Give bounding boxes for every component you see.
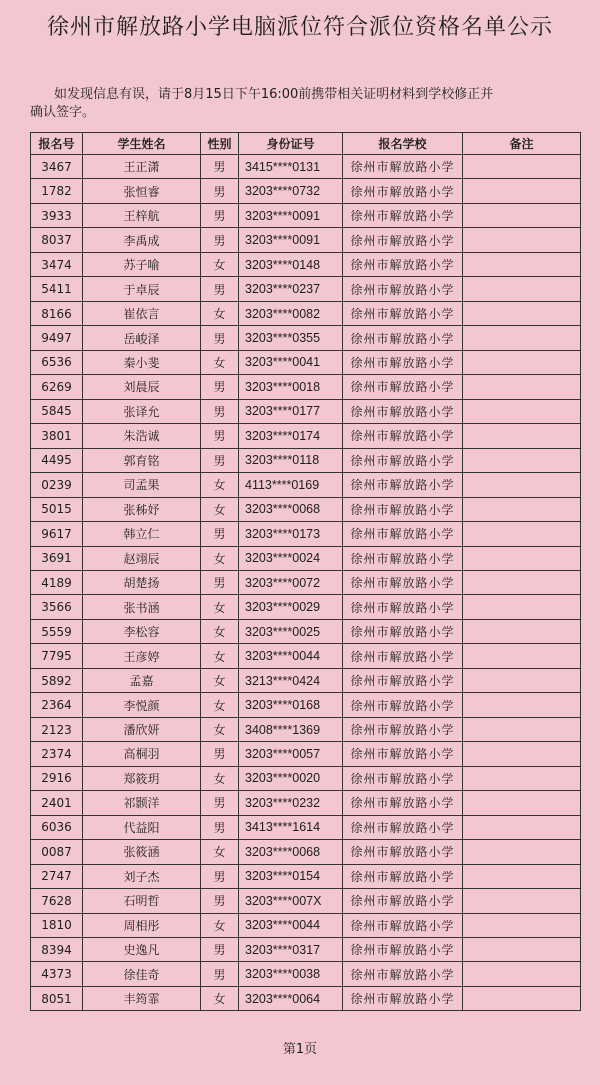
cell-gender: 女 [201,840,239,864]
cell-school: 徐州市解放路小学 [343,228,463,252]
notice-text [30,86,580,122]
cell-id-number: 3203****0732 [239,179,343,203]
cell-reg-no: 6036 [31,815,83,839]
table-row [31,546,581,570]
cell-gender: 女 [201,546,239,570]
cell-school: 徐州市解放路小学 [343,766,463,790]
cell-gender: 女 [201,497,239,521]
cell-id-number: 3203****0025 [239,619,343,643]
cell-gender: 女 [201,986,239,1010]
cell-student-name: 司孟果 [83,473,201,497]
table-row [31,840,581,864]
cell-reg-no: 3467 [31,155,83,179]
cell-remarks [463,864,581,888]
table-row [31,301,581,325]
cell-student-name: 朱浩诚 [83,424,201,448]
cell-remarks [463,693,581,717]
cell-gender: 女 [201,301,239,325]
cell-reg-no: 2916 [31,766,83,790]
table-header-row [31,133,581,155]
cell-remarks [463,473,581,497]
cell-reg-no: 7628 [31,889,83,913]
cell-reg-no: 9617 [31,522,83,546]
cell-student-name: 刘晨辰 [83,375,201,399]
cell-student-name: 张筱涵 [83,840,201,864]
header-student-name: 学生姓名 [83,133,201,155]
cell-gender: 女 [201,619,239,643]
header-remarks: 备注 [463,133,581,155]
cell-student-name: 刘子杰 [83,864,201,888]
cell-school: 徐州市解放路小学 [343,791,463,815]
cell-remarks [463,791,581,815]
table-row [31,179,581,203]
cell-remarks [463,742,581,766]
cell-reg-no: 7795 [31,644,83,668]
table-row [31,448,581,472]
cell-reg-no: 6269 [31,375,83,399]
cell-reg-no: 8051 [31,986,83,1010]
cell-remarks [463,938,581,962]
cell-reg-no: 2747 [31,864,83,888]
cell-remarks [463,277,581,301]
table-row [31,155,581,179]
cell-gender: 男 [201,448,239,472]
cell-school: 徐州市解放路小学 [343,913,463,937]
cell-student-name: 秦小斐 [83,350,201,374]
cell-school: 徐州市解放路小学 [343,497,463,521]
cell-id-number: 3203****0091 [239,203,343,227]
cell-gender: 男 [201,791,239,815]
cell-remarks [463,155,581,179]
cell-reg-no: 5559 [31,619,83,643]
cell-remarks [463,889,581,913]
cell-student-name: 李禹成 [83,228,201,252]
cell-reg-no: 9497 [31,326,83,350]
cell-remarks [463,497,581,521]
cell-school: 徐州市解放路小学 [343,179,463,203]
cell-student-name: 丰筠霏 [83,986,201,1010]
cell-gender: 男 [201,938,239,962]
cell-reg-no: 4373 [31,962,83,986]
cell-school: 徐州市解放路小学 [343,815,463,839]
cell-reg-no: 2401 [31,791,83,815]
cell-reg-no: 3474 [31,252,83,276]
table-row [31,277,581,301]
cell-student-name: 张恒睿 [83,179,201,203]
cell-remarks [463,546,581,570]
cell-student-name: 高桐羽 [83,742,201,766]
cell-remarks [463,913,581,937]
cell-remarks [463,252,581,276]
cell-remarks [463,399,581,423]
cell-remarks [463,448,581,472]
cell-reg-no: 8394 [31,938,83,962]
cell-id-number: 3203****0041 [239,350,343,374]
cell-gender: 男 [201,424,239,448]
cell-student-name: 石明哲 [83,889,201,913]
cell-remarks [463,326,581,350]
cell-id-number: 3408****1369 [239,717,343,741]
cell-student-name: 李松容 [83,619,201,643]
cell-student-name: 孟嘉 [83,668,201,692]
cell-gender: 男 [201,203,239,227]
cell-remarks [463,179,581,203]
cell-gender: 男 [201,962,239,986]
table-row [31,326,581,350]
cell-school: 徐州市解放路小学 [343,570,463,594]
cell-student-name: 胡楚扬 [83,570,201,594]
cell-id-number: 3203****0068 [239,840,343,864]
cell-id-number: 3203****0044 [239,913,343,937]
table-row [31,424,581,448]
table-row [31,399,581,423]
cell-school: 徐州市解放路小学 [343,668,463,692]
cell-remarks [463,375,581,399]
cell-student-name: 祁颢洋 [83,791,201,815]
cell-id-number: 3203****0173 [239,522,343,546]
table-body [31,155,581,1011]
cell-student-name: 张书涵 [83,595,201,619]
cell-school: 徐州市解放路小学 [343,473,463,497]
table-row [31,913,581,937]
table-row [31,497,581,521]
cell-student-name: 史逸凡 [83,938,201,962]
cell-id-number: 3203****0057 [239,742,343,766]
cell-remarks [463,840,581,864]
cell-gender: 男 [201,570,239,594]
cell-id-number: 3203****0232 [239,791,343,815]
cell-id-number: 3203****0168 [239,693,343,717]
cell-gender: 男 [201,228,239,252]
cell-gender: 女 [201,766,239,790]
cell-student-name: 潘欣妍 [83,717,201,741]
table-row [31,668,581,692]
cell-school: 徐州市解放路小学 [343,889,463,913]
table-row [31,228,581,252]
cell-school: 徐州市解放路小学 [343,203,463,227]
cell-id-number: 3203****0317 [239,938,343,962]
cell-remarks [463,815,581,839]
cell-id-number: 3203****0237 [239,277,343,301]
cell-student-name: 周相彤 [83,913,201,937]
cell-gender: 男 [201,864,239,888]
cell-id-number: 3203****0082 [239,301,343,325]
cell-gender: 女 [201,913,239,937]
cell-gender: 男 [201,742,239,766]
cell-gender: 男 [201,815,239,839]
cell-student-name: 张秭妤 [83,497,201,521]
cell-gender: 女 [201,644,239,668]
cell-student-name: 韩立仁 [83,522,201,546]
table-row [31,938,581,962]
cell-student-name: 王梓航 [83,203,201,227]
cell-school: 徐州市解放路小学 [343,375,463,399]
cell-gender: 女 [201,473,239,497]
cell-remarks [463,522,581,546]
cell-student-name: 郭育铭 [83,448,201,472]
cell-id-number: 3203****0174 [239,424,343,448]
cell-student-name: 张译允 [83,399,201,423]
cell-id-number: 3203****0024 [239,546,343,570]
cell-school: 徐州市解放路小学 [343,252,463,276]
cell-remarks [463,644,581,668]
cell-id-number: 3203****0355 [239,326,343,350]
cell-remarks [463,570,581,594]
cell-gender: 女 [201,252,239,276]
cell-gender: 男 [201,179,239,203]
cell-reg-no: 2374 [31,742,83,766]
cell-remarks [463,595,581,619]
cell-remarks [463,619,581,643]
cell-gender: 男 [201,375,239,399]
cell-remarks [463,350,581,374]
table-row [31,252,581,276]
cell-reg-no: 5015 [31,497,83,521]
cell-school: 徐州市解放路小学 [343,350,463,374]
cell-id-number: 3203****0091 [239,228,343,252]
cell-student-name: 李悦颜 [83,693,201,717]
header-reg-no: 报名号 [31,133,83,155]
table-row [31,889,581,913]
cell-school: 徐州市解放路小学 [343,155,463,179]
table-row [31,791,581,815]
table-row [31,742,581,766]
cell-student-name: 崔依言 [83,301,201,325]
cell-gender: 男 [201,326,239,350]
table-row [31,203,581,227]
cell-reg-no: 8037 [31,228,83,252]
cell-reg-no: 1782 [31,179,83,203]
cell-reg-no: 6536 [31,350,83,374]
cell-gender: 女 [201,668,239,692]
cell-gender: 女 [201,717,239,741]
cell-school: 徐州市解放路小学 [343,399,463,423]
cell-school: 徐州市解放路小学 [343,546,463,570]
table-row [31,815,581,839]
cell-remarks [463,962,581,986]
cell-reg-no: 4189 [31,570,83,594]
table-row [31,595,581,619]
cell-id-number: 3203****0020 [239,766,343,790]
cell-reg-no: 3691 [31,546,83,570]
header-school: 报名学校 [343,133,463,155]
cell-student-name: 王正潇 [83,155,201,179]
table-row [31,473,581,497]
cell-school: 徐州市解放路小学 [343,864,463,888]
cell-id-number: 3213****0424 [239,668,343,692]
cell-school: 徐州市解放路小学 [343,326,463,350]
cell-id-number: 3203****0064 [239,986,343,1010]
cell-reg-no: 4495 [31,448,83,472]
student-list-table [30,132,581,1011]
cell-id-number: 3203****0018 [239,375,343,399]
cell-school: 徐州市解放路小学 [343,986,463,1010]
header-gender: 性别 [201,133,239,155]
table-row [31,570,581,594]
cell-reg-no: 3933 [31,203,83,227]
cell-reg-no: 3801 [31,424,83,448]
cell-id-number: 3203****0148 [239,252,343,276]
cell-school: 徐州市解放路小学 [343,424,463,448]
cell-id-number: 3203****0038 [239,962,343,986]
cell-id-number: 3413****1614 [239,815,343,839]
cell-gender: 女 [201,350,239,374]
cell-remarks [463,766,581,790]
cell-remarks [463,301,581,325]
cell-reg-no: 3566 [31,595,83,619]
table-row [31,864,581,888]
cell-school: 徐州市解放路小学 [343,644,463,668]
table-row [31,962,581,986]
cell-gender: 男 [201,522,239,546]
cell-gender: 男 [201,399,239,423]
cell-remarks [463,717,581,741]
cell-gender: 男 [201,889,239,913]
cell-school: 徐州市解放路小学 [343,301,463,325]
cell-remarks [463,203,581,227]
notice-line-2: 确认签字。 [30,105,96,120]
table-row [31,986,581,1010]
cell-school: 徐州市解放路小学 [343,522,463,546]
cell-reg-no: 2364 [31,693,83,717]
cell-remarks [463,424,581,448]
cell-id-number: 3203****0154 [239,864,343,888]
cell-school: 徐州市解放路小学 [343,619,463,643]
cell-school: 徐州市解放路小学 [343,962,463,986]
table-row [31,644,581,668]
header-id-number: 身份证号 [239,133,343,155]
cell-reg-no: 0239 [31,473,83,497]
cell-gender: 男 [201,155,239,179]
cell-id-number: 3203****007X [239,889,343,913]
page-number: 第1页 [282,1042,318,1057]
cell-remarks [463,986,581,1010]
cell-reg-no: 1810 [31,913,83,937]
cell-school: 徐州市解放路小学 [343,277,463,301]
cell-school: 徐州市解放路小学 [343,717,463,741]
cell-reg-no: 5845 [31,399,83,423]
cell-student-name: 岳峻泽 [83,326,201,350]
table-row [31,766,581,790]
table-row [31,619,581,643]
table-row [31,693,581,717]
page-title: 徐州市解放路小学电脑派位符合派位资格名单公示 [46,15,553,40]
cell-gender: 女 [201,595,239,619]
cell-remarks [463,228,581,252]
cell-reg-no: 2123 [31,717,83,741]
cell-remarks [463,668,581,692]
cell-school: 徐州市解放路小学 [343,448,463,472]
cell-student-name: 苏子喻 [83,252,201,276]
cell-student-name: 赵翊辰 [83,546,201,570]
cell-id-number: 3415****0131 [239,155,343,179]
cell-school: 徐州市解放路小学 [343,840,463,864]
cell-reg-no: 8166 [31,301,83,325]
cell-school: 徐州市解放路小学 [343,693,463,717]
cell-id-number: 3203****0072 [239,570,343,594]
table-row [31,717,581,741]
cell-school: 徐州市解放路小学 [343,595,463,619]
cell-student-name: 代益阳 [83,815,201,839]
cell-gender: 男 [201,277,239,301]
cell-student-name: 徐佳奇 [83,962,201,986]
cell-student-name: 于卓辰 [83,277,201,301]
cell-id-number: 3203****0177 [239,399,343,423]
cell-id-number: 3203****0068 [239,497,343,521]
cell-id-number: 3203****0044 [239,644,343,668]
cell-school: 徐州市解放路小学 [343,742,463,766]
cell-reg-no: 0087 [31,840,83,864]
cell-reg-no: 5411 [31,277,83,301]
cell-school: 徐州市解放路小学 [343,938,463,962]
cell-student-name: 王彦婷 [83,644,201,668]
table-row [31,522,581,546]
cell-id-number: 4113****0169 [239,473,343,497]
notice-line-1: 如发现信息有误，请于8月15日下午16:00前携带相关证明材料到学校修正并 [54,87,494,102]
cell-id-number: 3203****0029 [239,595,343,619]
cell-student-name: 郑筱玥 [83,766,201,790]
cell-gender: 女 [201,693,239,717]
table-row [31,350,581,374]
cell-id-number: 3203****0118 [239,448,343,472]
table-row [31,375,581,399]
cell-reg-no: 5892 [31,668,83,692]
